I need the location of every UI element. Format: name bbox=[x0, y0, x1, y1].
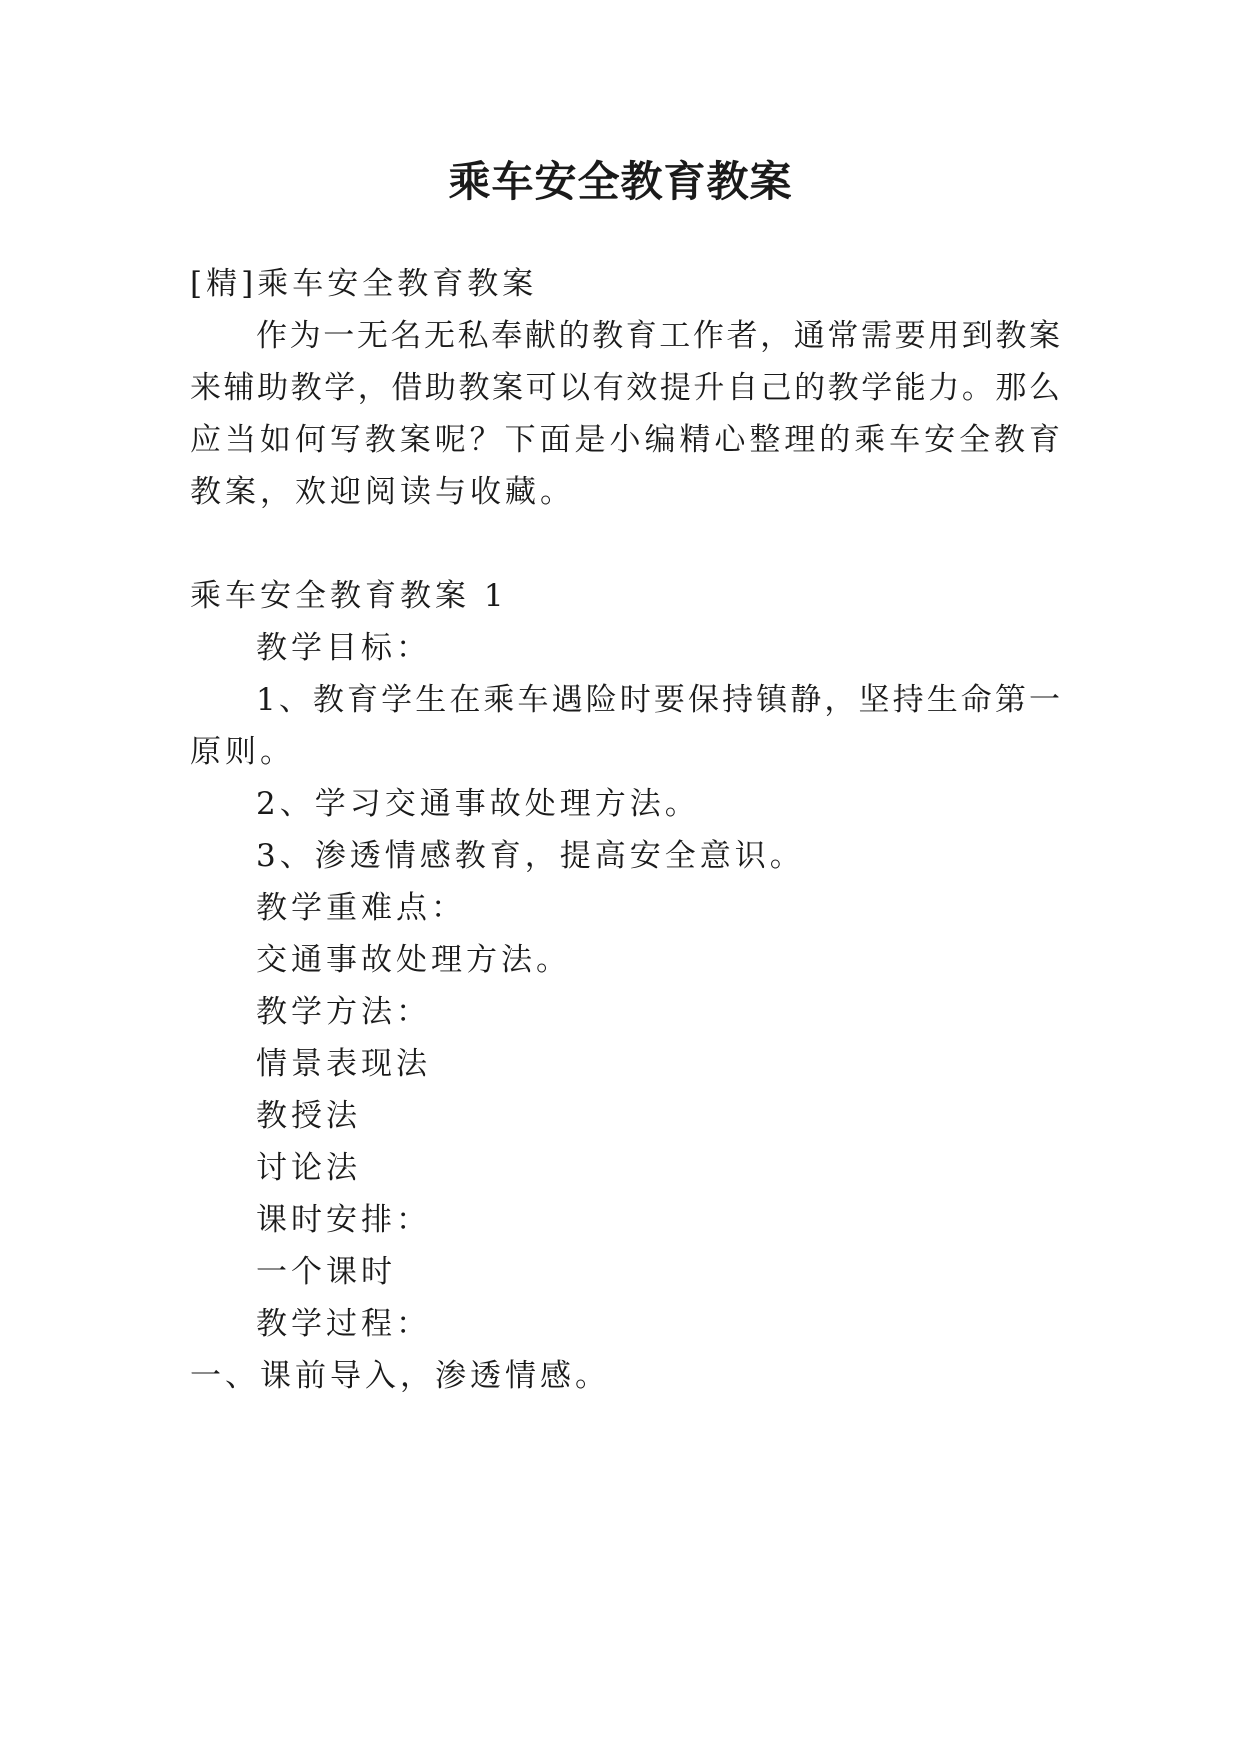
section-heading: 乘车安全教育教案 1 bbox=[190, 578, 508, 614]
method-3: 讨论法 bbox=[256, 1150, 361, 1186]
key-points-label: 教学重难点： bbox=[256, 890, 466, 926]
document-subtitle: [精]乘车安全教育教案 bbox=[190, 266, 538, 302]
document-title: 乘车安全教育教案 bbox=[448, 157, 793, 206]
goals-label: 教学目标： bbox=[256, 630, 431, 666]
intro-line-1: 作为一无名无私奉献的教育工作者，通常需要用到教案 bbox=[256, 318, 1060, 354]
key-points: 交通事故处理方法。 bbox=[256, 942, 571, 978]
intro-line-2: 来辅助教学，借助教案可以有效提升自己的教学能力。那么 bbox=[190, 370, 1060, 406]
schedule: 一个课时 bbox=[256, 1254, 396, 1290]
goal-2: 2、学习交通事故处理方法。 bbox=[256, 786, 700, 822]
goal-3: 3、渗透情感教育，提高安全意识。 bbox=[256, 838, 805, 874]
process-label: 教学过程： bbox=[256, 1306, 431, 1342]
method-2: 教授法 bbox=[256, 1098, 361, 1134]
goal-1-line-1: 1、教育学生在乘车遇险时要保持镇静，坚持生命第一 bbox=[256, 682, 1060, 718]
process-step-1: 一、课前导入，渗透情感。 bbox=[190, 1358, 610, 1394]
goal-1-line-2: 原则。 bbox=[190, 734, 295, 770]
method-1: 情景表现法 bbox=[256, 1046, 431, 1082]
intro-line-4: 教案，欢迎阅读与收藏。 bbox=[190, 474, 575, 510]
schedule-label: 课时安排： bbox=[256, 1202, 431, 1238]
intro-line-3: 应当如何写教案呢？下面是小编精心整理的乘车安全教育 bbox=[190, 422, 1060, 458]
methods-label: 教学方法： bbox=[256, 994, 431, 1030]
